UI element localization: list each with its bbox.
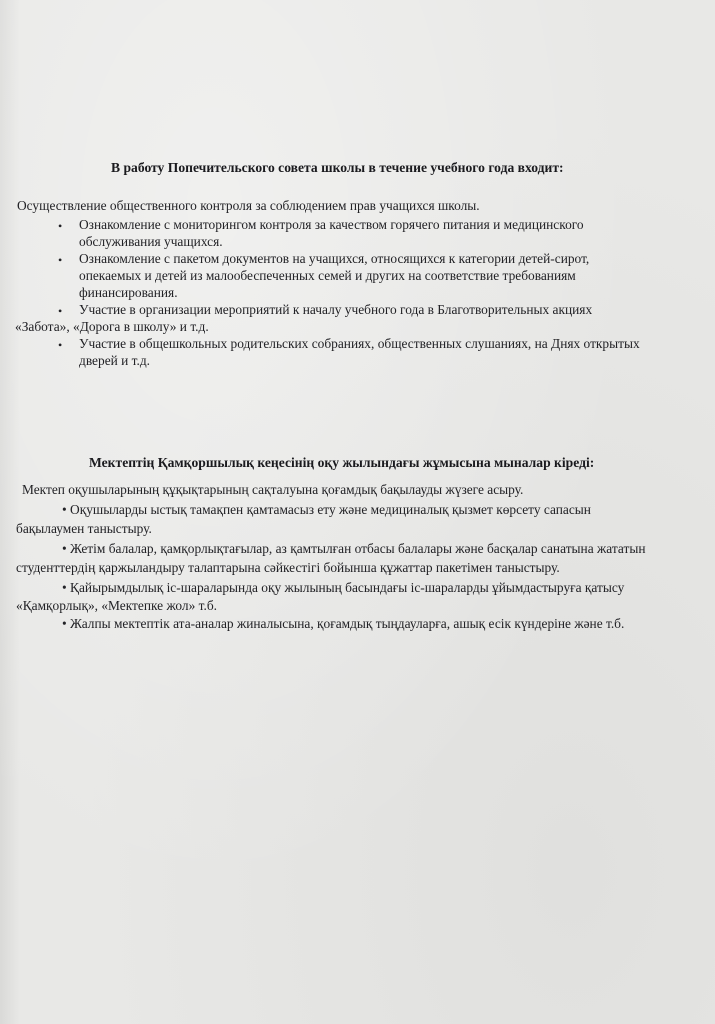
list-item-kz-4-line-1: • Жалпы мектептік ата-аналар жиналысына, қоғамдық тыңдауларға, ашық есік күндеріне және т.б.: [62, 616, 625, 631]
list-item-kz-2-line-2: студенттердің қаржыландыру талаптарына сәйкестігі бойынша құжаттар пакетімен таныстыру.: [16, 560, 560, 575]
list-item-kz-2-line-1: • Жетім балалар, қамқорлықтағылар, аз қамтылған отбасы балалары және басқалар санатына жататын: [62, 541, 646, 556]
list-item-kz-1-line-1: • Оқушыларды ыстық тамақпен қамтамасыз ету және медициналық қызмет көрсету сапасын: [62, 502, 591, 517]
intro-ru: Осуществление общественного контроля за соблюдением прав учащихся школы.: [17, 198, 480, 213]
list-item-kz-3-line-1: • Қайырымдылық іс-шараларында оқу жылының басындағы іс-шараларды ұйымдастыруға қатысу: [62, 580, 625, 595]
list-item-ru-4-line-2: дверей и т.д.: [79, 353, 151, 368]
section-title-ru: В работу Попечительского совета школы в течение учебного года входит:: [111, 160, 564, 175]
list-item-ru-3-line-2: «Забота», «Дорога в школу» и т.д.: [15, 319, 209, 334]
section-title-kz: Мектептің Қамқоршылық кеңесінің оқу жылындағы жұмысына мыналар кіреді:: [89, 455, 595, 470]
intro-kz: Мектеп оқушыларының құқықтарының сақталуына қоғамдық бақылауды жүзеге асыру.: [22, 482, 524, 497]
list-item-kz-1-line-2: бақылаумен таныстыру.: [16, 521, 152, 536]
list-item-ru-2-line-2: опекаемых и детей из малообеспеченных семей и других на соответствие требованиям: [79, 268, 576, 283]
list-item-ru-1-line-1: Ознакомление с мониторингом контроля за качеством горячего питания и медицинского: [79, 217, 584, 232]
list-item-ru-1-line-2: обслуживания учащихся.: [79, 234, 223, 249]
list-item-kz-3-line-2: «Қамқорлық», «Мектепке жол» т.б.: [16, 598, 217, 613]
bullet-icon: •: [58, 338, 63, 352]
bullet-icon: •: [58, 219, 63, 233]
bullet-icon: •: [58, 304, 63, 318]
list-item-ru-2-line-1: Ознакомление с пакетом документов на учащихся, относящихся к категории детей-сирот,: [79, 251, 590, 266]
list-item-ru-2-line-3: финансирования.: [79, 285, 178, 300]
list-item-ru-4-line-1: Участие в общешкольных родительских собраниях, общественных слушаниях, на Днях открытых: [79, 336, 640, 351]
bullet-icon: •: [58, 253, 63, 267]
list-item-ru-3-line-1: Участие в организации мероприятий к началу учебного года в Благотворительных акциях: [79, 302, 593, 317]
